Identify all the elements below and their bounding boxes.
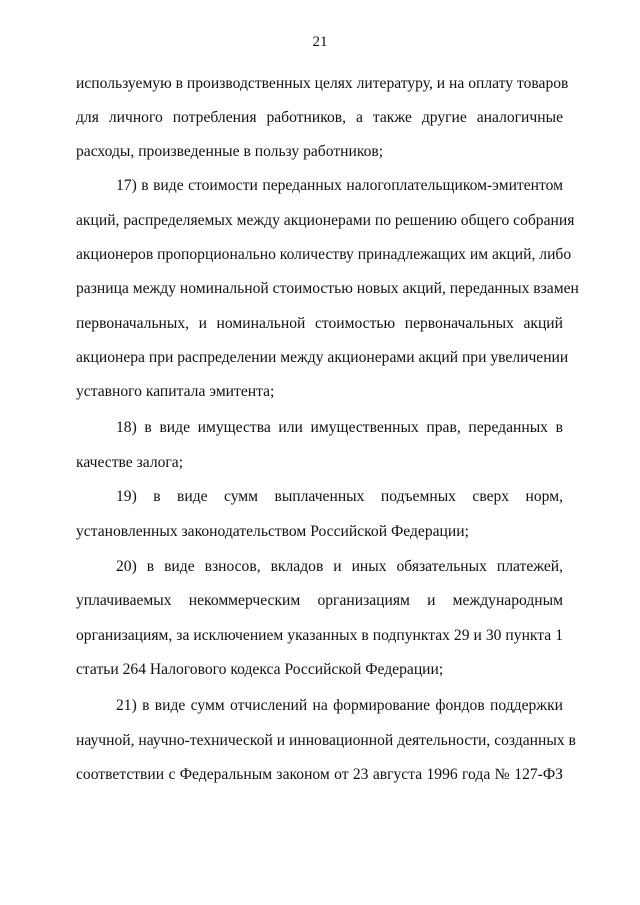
text-line: уставного капитала эмитента; — [76, 383, 275, 400]
text-line: статьи 264 Налогового кодекса Российской Федерации; — [76, 661, 444, 678]
paragraph-21-first-line: 21) в виде сумм отчислений на формирование фондов поддержки — [116, 697, 563, 714]
text-line: акционеров пропорционально количеству принадлежащих им акций, либо — [76, 246, 572, 263]
text-line: соответствии с Федеральным законом от 23 августа 1996 года № 127-ФЗ — [76, 766, 563, 783]
text-line: акций, распределяемых между акционерами по решению общего собрания — [76, 212, 575, 229]
page-number: 21 — [312, 34, 328, 50]
text-line: для личного потребления работников, а также другие аналогичные — [76, 109, 563, 126]
text-line: организациям, за исключением указанных в подпунктах 29 и 30 пункта 1 — [76, 627, 563, 644]
text-line: качестве залога; — [76, 454, 184, 471]
text-line: разница между номинальной стоимостью новых акций, переданных взамен — [76, 280, 579, 297]
paragraph-18-first-line: 18) в виде имущества или имущественных прав, переданных в — [116, 419, 563, 436]
text-line: первоначальных, и номинальной стоимостью первоначальных акций — [76, 315, 563, 332]
text-line: научной, научно-технической и инновационной деятельности, созданных в — [76, 732, 576, 749]
text-line: используемую в производственных целях литературу, и на оплату товаров — [76, 75, 569, 92]
text-line: установленных законодательством Российской Федерации; — [76, 523, 469, 540]
paragraph-19-first-line: 19) в виде сумм выплаченных подъемных сверх норм, — [116, 488, 563, 505]
text-line: уплачиваемых некоммерческим организациям и международным — [76, 592, 563, 609]
paragraph-17-first-line: 17) в виде стоимости переданных налогоплательщиком-эмитентом — [116, 177, 563, 194]
text-line: акционера при распределении между акционерами акций при увеличении — [76, 349, 569, 366]
text-line: расходы, произведенные в пользу работников; — [76, 143, 384, 160]
paragraph-20-first-line: 20) в виде взносов, вкладов и иных обязательных платежей, — [116, 558, 563, 575]
